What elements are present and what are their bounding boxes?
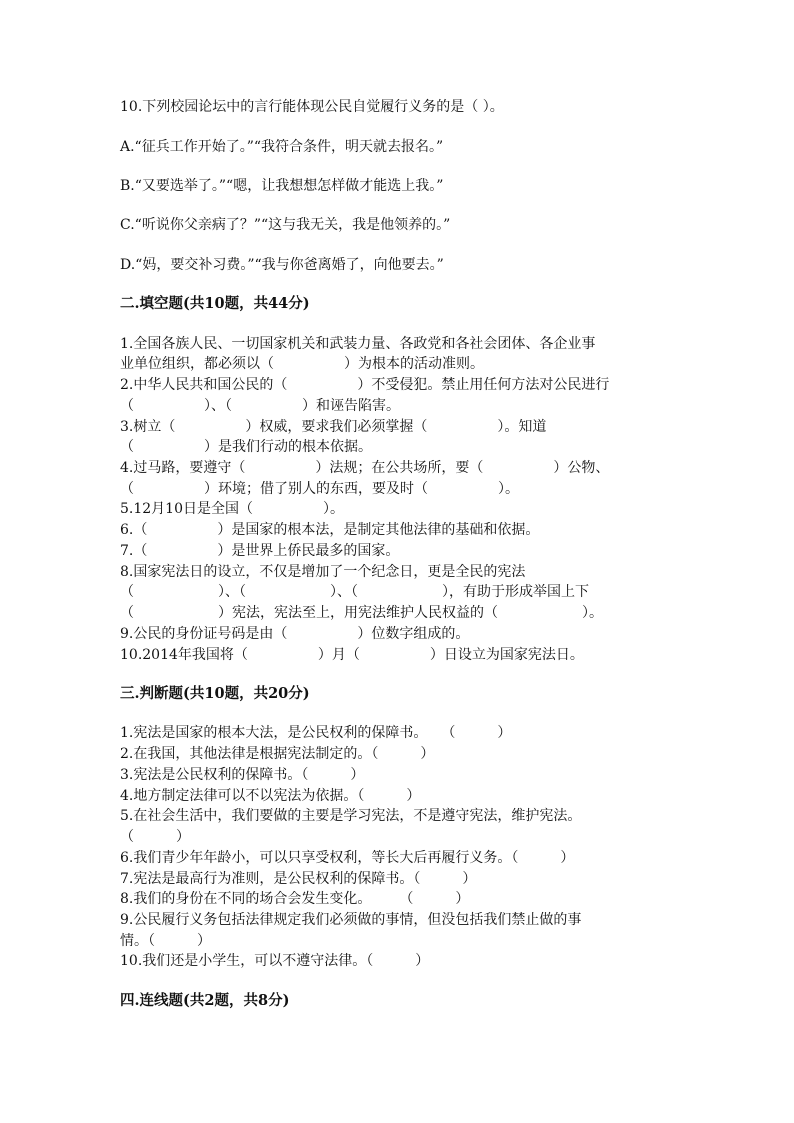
fill-line: （ ）环境；借了别人的东西，要及时（ ）。 — [120, 481, 519, 497]
fill-line: 8.国家宪法日的设立，不仅是增加了一个纪念日，更是全民的宪法 — [120, 564, 526, 580]
question-10-option-c: C.“听说你父亲病了？”“这与我无关，我是他领养的。” — [120, 217, 451, 233]
fill-line: 5.12月10日是全国（ ）。 — [120, 501, 344, 517]
question-10-option-a: A.“征兵工作开始了。”“我符合条件，明天就去报名。” — [120, 139, 444, 155]
fill-line: 业单位组织，都必须以（ ）为根本的活动准则。 — [120, 356, 484, 372]
judge-line: 8.我们的身份在不同的场合会发生变化。 （ ） — [120, 891, 470, 907]
fill-line: 9.公民的身份证号码是由（ ）位数字组成的。 — [120, 626, 470, 642]
section-3-heading: 三.判断题(共10题，共20分) — [120, 685, 310, 702]
question-10-option-b: B.“又要选举了。”“嗯，让我想想怎样做才能选上我。” — [120, 178, 444, 194]
question-10-stem: 10.下列校园论坛中的言行能体现公民自觉履行义务的是（ ）。 — [120, 99, 504, 115]
fill-line: 3.树立（ ）权威，要求我们必须掌握（ ）。知道 — [120, 419, 547, 435]
judge-line: 1.宪法是国家的根本大法，是公民权利的保障书。 （ ） — [120, 725, 512, 741]
fill-line: （ ）宪法，宪法至上，用宪法维护人民权益的（ ）。 — [120, 605, 603, 621]
fill-line: 1.全国各族人民、一切国家机关和武装力量、各政党和各社会团体、各企业事 — [120, 336, 596, 352]
judge-line: 4.地方制定法律可以不以宪法为依据。（ ） — [120, 788, 421, 804]
judge-line: 9.公民履行义务包括法律规定我们必须做的事情，但没包括我们禁止做的事 — [120, 912, 582, 928]
fill-line: （ ）、（ ）、（ ），有助于形成举国上下 — [120, 584, 589, 600]
judge-line: 3.宪法是公民权利的保障书。（ ） — [120, 767, 365, 783]
section-2-heading: 二.填空题(共10题，共44分) — [120, 295, 310, 312]
section-4-heading: 四.连线题(共2题，共8分) — [120, 992, 290, 1009]
judge-line: （ ） — [120, 829, 190, 845]
judge-line: 5.在社会生活中，我们要做的主要是学习宪法，不是遵守宪法，维护宪法。 — [120, 808, 582, 824]
judge-line: 2.在我国，其他法律是根据宪法制定的。（ ） — [120, 746, 435, 762]
fill-line: （ ）是我们行动的根本依据。 — [120, 439, 372, 455]
fill-line: （ ）、（ ）和诬告陷害。 — [120, 398, 400, 414]
judge-line: 情。（ ） — [120, 933, 211, 949]
fill-line: 10.2014年我国将（ ）月（ ）日设立为国家宪法日。 — [120, 647, 584, 663]
judge-line: 7.宪法是最高行为准则，是公民权利的保障书。（ ） — [120, 871, 477, 887]
fill-line: 4.过马路，要遵守（ ）法规；在公共场所，要（ ）公物、 — [120, 460, 610, 476]
fill-line: 2.中华人民共和国公民的（ ）不受侵犯。禁止用任何方法对公民进行 — [120, 377, 610, 393]
fill-line: 7.（ ）是世界上侨民最多的国家。 — [120, 543, 400, 559]
judge-line: 10.我们还是小学生，可以不遵守法律。（ ） — [120, 953, 430, 969]
fill-line: 6.（ ）是国家的根本法，是制定其他法律的基础和依据。 — [120, 522, 540, 538]
judge-line: 6.我们青少年年龄小，可以只享受权利，等长大后再履行义务。（ ） — [120, 850, 575, 866]
question-10-option-d: D.“妈，要交补习费。”“我与你爸离婚了，向他要去。” — [120, 257, 444, 273]
